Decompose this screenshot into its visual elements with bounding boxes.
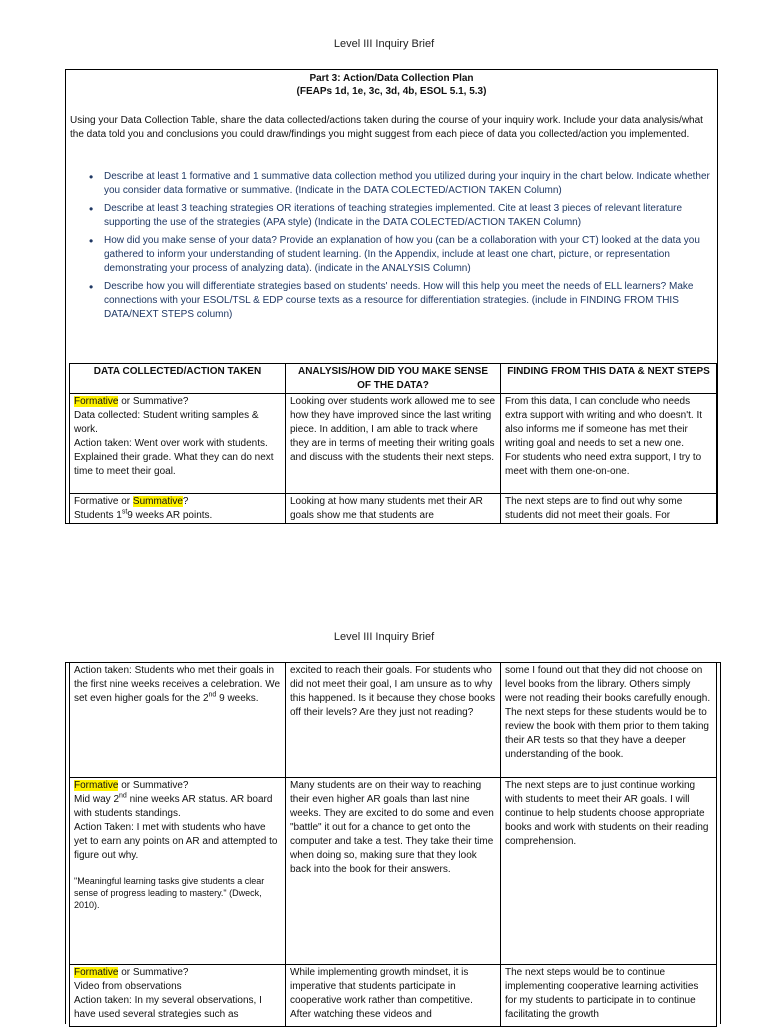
data-collection-table-continued — [69, 662, 717, 1027]
data-text: Mid way 2 — [74, 794, 120, 805]
instruction-bullets — [104, 170, 716, 326]
page-gap — [0, 524, 768, 594]
bullet-item: • Describe how you will differentiate strategies based on students' needs. How will this help you meet the needs of ELL learners? Make connections with your ESOL/TSL & EDP course texts as a resource for differentiation strategies. (include in FINDING FROM THIS DATA/NEXT STEPS column) — [104, 280, 716, 322]
table-row — [70, 663, 717, 778]
label-text: or Summative? — [118, 967, 189, 978]
superscript: nd — [208, 691, 217, 699]
action-text: Action Taken: I met with students who have yet to earn any points on AR and attempted to figure out why. — [74, 822, 278, 861]
analysis-cell: Looking over students work allowed me to see how they have improved since the last writing piece. In addition, I am able to track where they are in terms of meeting their writing goals and discuss with the students their next steps. — [286, 394, 501, 494]
data-collected-cell — [70, 394, 286, 494]
formative-highlight: Formative — [74, 780, 119, 791]
data-text: Video from observations — [74, 981, 182, 992]
analysis-cell: Many students are on their way to reaching their even higher AR goals than last nine weeks. They are excited to do some and even "battle" it out for a chance to get onto the computer and take a test. They take their time when doing so, making sure that they look back into the book for their answers. — [286, 778, 501, 965]
bullet-item: • Describe at least 3 teaching strategies OR iterations of teaching strategies implemented. Cite at least 3 pieces of relevant literature supporting the use of the strategies (APA style) (Indicate in the DATA COLECTED/ACTION TAKEN Column) — [104, 202, 716, 230]
table-row — [70, 494, 717, 528]
analysis-cell: While implementing growth mindset, it is imperative that students participate in cooperative work rather than competitive. After watching these videos and — [286, 965, 501, 1027]
data-text: 9 weeks AR points. — [127, 510, 213, 521]
finding-cell: some I found out that they did not choose on level books from the library. Others simply were not reading their books carefully enough. The next steps for these students would be to review the book with them prior to them taking their AR tests so that they have a deeper understanding of the book. — [501, 663, 717, 778]
summative-highlight: Summative — [132, 496, 183, 507]
finding-text: For students who need extra support, I try to meet with them one-on-one. — [505, 452, 702, 477]
data-text: nine weeks AR status. AR board with students standings. — [74, 794, 273, 819]
action-text: Action taken: Went over work with students. Explained their grade. What they can do next time to meet their goal. — [74, 438, 274, 477]
action-text: Action taken: Students who met their goals in the first nine weeks receives a celebration. We set even higher goals for the 2 — [74, 665, 281, 704]
analysis-cell: Looking at how many students met their AR goals show me that students are — [286, 494, 501, 528]
finding-cell: The next steps would be to continue implementing cooperative learning activities for my students to participate in to continue facilitating the growth — [501, 965, 717, 1027]
formative-highlight: Formative — [74, 396, 119, 407]
column-header: ANALYSIS/HOW DID YOU MAKE SENSE OF THE DATA? — [286, 364, 501, 394]
data-collection-table — [69, 363, 717, 528]
data-collected-cell — [70, 778, 286, 965]
column-header: DATA COLLECTED/ACTION TAKEN — [70, 364, 286, 394]
finding-cell: The next steps are to just continue working with students to meet their AR goals. I will continue to help students choose appropriate books and work with students on their reading comprehension. — [501, 778, 717, 965]
table-row — [70, 778, 717, 965]
table-row — [70, 394, 717, 494]
bullet-item: • Describe at least 1 formative and 1 summative data collection method you utilized during your inquiry in the chart below. Indicate whether you consider data formative or summative. (Indicate in the DATA COLECTED/ACTION TAKEN Column) — [104, 170, 716, 198]
instructions-text: Using your Data Collection Table, share the data collected/actions taken during the course of your inquiry work. Include your data analysis/what the data told you and conclusions you could draw/findings you might suggest from each piece of data you collected/action you implemented. — [70, 115, 703, 140]
action-text: Action taken: In my several observations, I have used several strategies such as — [74, 995, 262, 1020]
page-header: Level III Inquiry Brief — [333, 631, 435, 643]
analysis-cell: excited to reach their goals. For students who did not meet their goal, I am unsure as to why this happened. Is it because they chose books off their levels? Are they just not reading? — [286, 663, 501, 778]
bullet-item: • How did you make sense of your data? Provide an explanation of how you (can be a collaboration with your CT) looked at the data you gathered to inform your understanding of student learning. (In the Appendix, include at least one chart, picture, or representation demonstrating your process of analyzing data). (indicate in the ANALYSIS Column) — [104, 234, 716, 276]
superscript: nd — [119, 792, 127, 800]
part-subtitle: (FEAPs 1d, 1e, 3c, 3d, 4b, ESOL 5.1, 5.3) — [296, 86, 487, 97]
page-header: Level III Inquiry Brief — [333, 38, 435, 50]
data-text: Students 1 — [74, 510, 122, 521]
label-text: or Summative? — [118, 396, 189, 407]
superscript: st — [121, 508, 128, 516]
action-text: 9 weeks. — [216, 693, 259, 704]
label-text: ? — [182, 496, 189, 507]
data-collected-cell — [70, 965, 286, 1027]
citation-quote: "Meaningful learning tasks give students a clear sense of progress leading to mastery." (Dweck, 2010). — [74, 876, 265, 910]
finding-cell: The next steps are to find out why some students did not meet their goals. For — [501, 494, 717, 528]
table-row — [70, 965, 717, 1027]
data-collected-cell — [70, 663, 286, 778]
part-title: Part 3: Action/Data Collection Plan — [309, 73, 474, 84]
formative-highlight: Formative — [74, 967, 119, 978]
finding-cell — [501, 394, 717, 494]
data-text: Data collected: Student writing samples & work. — [74, 410, 259, 435]
column-header: FINDING FROM THIS DATA & NEXT STEPS — [501, 364, 717, 394]
label-text: Formative or — [74, 496, 133, 507]
finding-text: From this data, I can conclude who needs extra support with writing and who doesn't. It also informs me if someone has met their writing goal and needs to set a new one. — [505, 396, 703, 449]
data-collected-cell — [70, 494, 286, 528]
label-text: or Summative? — [118, 780, 189, 791]
